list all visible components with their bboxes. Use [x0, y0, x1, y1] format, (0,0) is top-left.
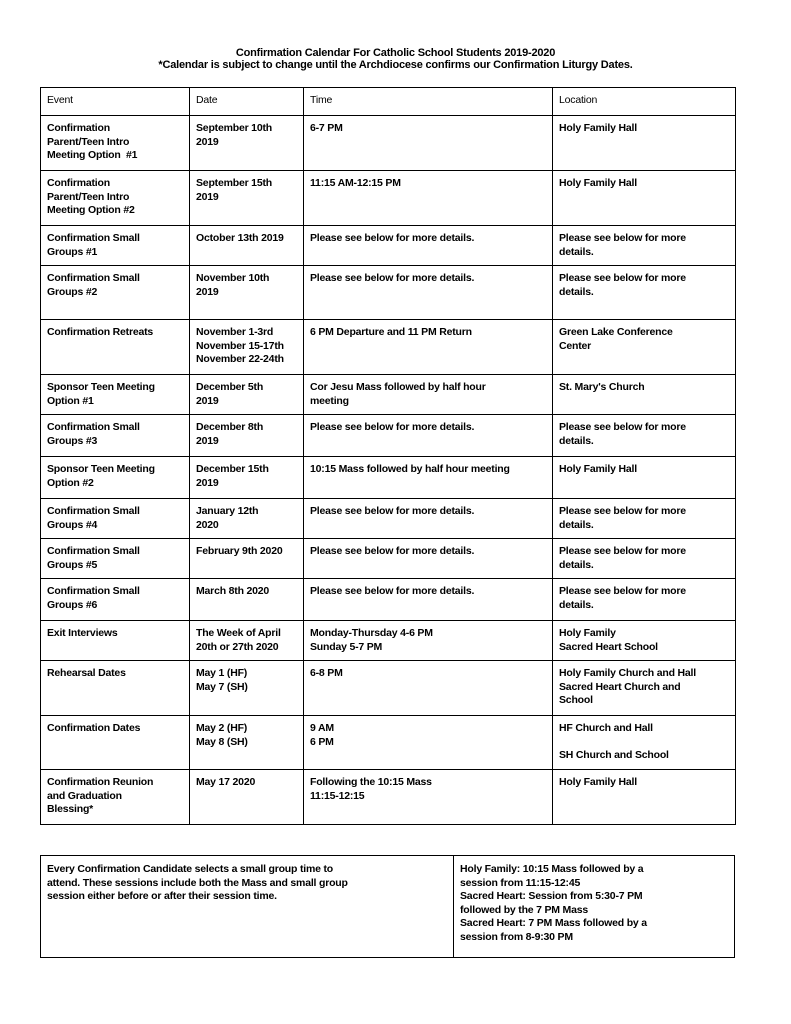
title-line-1: Confirmation Calendar For Catholic School Students 2019-2020: [235, 47, 556, 59]
cell-event: [41, 499, 190, 539]
cell-text: Groups #5: [47, 558, 98, 571]
cell-text: Holy Family Church and Hall: [559, 667, 696, 679]
cell-text: May 17 2020: [196, 776, 256, 788]
cell-text: Confirmation Small: [47, 505, 140, 517]
cell-date: [190, 770, 304, 825]
cell-text: 2019: [196, 476, 219, 489]
cell-text: Green Lake Conference: [559, 326, 673, 338]
cell-text: December 15th: [196, 463, 269, 475]
cell-text: Confirmation Reunion: [47, 776, 154, 788]
cell-text: 6 PM: [310, 735, 334, 748]
cell-text: details.: [559, 558, 594, 571]
table-header-row: [41, 88, 736, 116]
notes-line: Every Confirmation Candidate selects a small group time to: [47, 863, 333, 875]
page-title: [0, 47, 791, 71]
cell-text: Confirmation Small: [47, 585, 140, 597]
cell-text: Sunday 5-7 PM: [310, 640, 383, 653]
cell-location: [553, 539, 736, 579]
cell-text: Groups #3: [47, 434, 98, 447]
cell-event: [41, 415, 190, 457]
cell-text: 6-7 PM: [310, 122, 343, 134]
cell-text: Groups #6: [47, 598, 98, 611]
header-event: Event: [41, 88, 190, 116]
cell-text: Parent/Teen Intro: [47, 135, 130, 148]
cell-text: details.: [559, 245, 594, 258]
cell-text: and Graduation: [47, 789, 122, 802]
cell-text: Confirmation: [47, 122, 110, 134]
cell-date: [190, 716, 304, 770]
cell-text: Confirmation Dates: [47, 722, 141, 734]
table-row: [41, 621, 736, 661]
notes-left: [41, 856, 454, 957]
table-row: [41, 539, 736, 579]
cell-text: Sponsor Teen Meeting: [47, 463, 155, 475]
cell-time: [304, 226, 553, 266]
cell-location: [553, 661, 736, 716]
cell-event: [41, 320, 190, 375]
cell-text: December 5th: [196, 381, 264, 393]
cell-location: [553, 171, 736, 226]
header-time: Time: [304, 88, 553, 116]
cell-text: 2019: [196, 394, 219, 407]
cell-time: [304, 415, 553, 457]
cell-text: Please see below for more: [559, 272, 686, 284]
cell-date: [190, 621, 304, 661]
cell-text: May 2 (HF): [196, 722, 248, 734]
cell-text: Meeting Option #1: [47, 149, 138, 162]
cell-text: Please see below for more details.: [310, 421, 475, 433]
cell-text: meeting: [310, 394, 349, 407]
cell-text: Option #1: [47, 394, 94, 407]
table-row: [41, 171, 736, 226]
cell-text: May 1 (HF): [196, 667, 248, 679]
cell-text: 6 PM Departure and 11 PM Return: [310, 326, 472, 338]
cell-date: [190, 499, 304, 539]
cell-event: [41, 457, 190, 499]
cell-text: Please see below for more details.: [310, 585, 475, 597]
cell-text: November 22-24th: [196, 353, 284, 366]
notes-line: session from 11:15-12:45: [460, 876, 581, 889]
cell-time: [304, 375, 553, 415]
cell-text: Sacred Heart Church and: [559, 680, 681, 693]
cell-text: May 8 (SH): [196, 735, 248, 748]
cell-text: September 15th: [196, 177, 272, 189]
table-row: [41, 415, 736, 457]
cell-date: [190, 226, 304, 266]
cell-time: [304, 621, 553, 661]
table-row: [41, 320, 736, 375]
cell-location: [553, 320, 736, 375]
notes-line: Sacred Heart: 7 PM Mass followed by a: [460, 917, 647, 930]
cell-text: 2019: [196, 285, 219, 298]
notes-line: session either before or after their session time.: [47, 890, 277, 903]
cell-date: [190, 266, 304, 320]
cell-location: [553, 770, 736, 825]
cell-location: [553, 266, 736, 320]
cell-time: [304, 539, 553, 579]
cell-text: 2019: [196, 190, 219, 203]
cell-text: 9 AM: [310, 722, 334, 734]
cell-text: January 12th: [196, 505, 259, 517]
cell-text: May 7 (SH): [196, 680, 248, 693]
cell-event: [41, 171, 190, 226]
table-row: [41, 266, 736, 320]
notes-right: [454, 856, 734, 957]
cell-location: [553, 499, 736, 539]
cell-text: October 13th 2019: [196, 232, 284, 244]
cell-text: Confirmation Small: [47, 545, 140, 557]
cell-text: 11:15 AM-12:15 PM: [310, 177, 401, 189]
cell-date: [190, 457, 304, 499]
cell-text: Holy Family Hall: [559, 463, 637, 475]
cell-text: St. Mary's Church: [559, 381, 645, 393]
table-row: [41, 499, 736, 539]
cell-location: [553, 579, 736, 621]
cell-text: Meeting Option #2: [47, 204, 135, 217]
notes-line: Sacred Heart: Session from 5:30-7 PM: [460, 890, 643, 903]
header-date: Date: [190, 88, 304, 116]
cell-text: HF Church and Hall: [559, 722, 653, 734]
table-row: [41, 770, 736, 825]
cell-time: [304, 266, 553, 320]
cell-event: [41, 579, 190, 621]
cell-event: [41, 621, 190, 661]
cell-location: [553, 457, 736, 499]
cell-text: November 15-17th: [196, 339, 284, 352]
cell-event: [41, 375, 190, 415]
table-row: [41, 457, 736, 499]
cell-text: Please see below for more details.: [310, 505, 475, 517]
cell-date: [190, 579, 304, 621]
cell-text: February 9th 2020: [196, 545, 283, 557]
cell-text: Groups #2: [47, 285, 98, 298]
cell-text: Confirmation Small: [47, 272, 140, 284]
cell-event: [41, 539, 190, 579]
cell-location: [553, 415, 736, 457]
cell-event: [41, 661, 190, 716]
cell-location: [553, 375, 736, 415]
table-row: [41, 116, 736, 171]
cell-text: 2020: [196, 518, 219, 531]
cell-text: Please see below for more: [559, 232, 686, 244]
cell-text: Please see below for more: [559, 545, 686, 557]
cell-text: 6-8 PM: [310, 667, 343, 679]
table-row: [41, 375, 736, 415]
cell-text: details.: [559, 518, 594, 531]
cell-text: Groups #1: [47, 245, 98, 258]
cell-location: [553, 116, 736, 171]
cell-date: [190, 539, 304, 579]
confirmation-calendar-table: [40, 87, 736, 825]
cell-text: Groups #4: [47, 518, 98, 531]
cell-event: [41, 116, 190, 171]
cell-text: Center: [559, 339, 592, 352]
cell-time: [304, 661, 553, 716]
cell-text: [559, 736, 729, 749]
cell-text: School: [559, 694, 593, 707]
cell-text: Sponsor Teen Meeting: [47, 381, 155, 393]
cell-date: [190, 415, 304, 457]
cell-text: September 10th: [196, 122, 272, 134]
cell-time: [304, 171, 553, 226]
cell-time: [304, 770, 553, 825]
cell-date: [190, 116, 304, 171]
cell-text: Confirmation: [47, 177, 110, 189]
cell-text: Please see below for more details.: [310, 545, 475, 557]
cell-text: Monday-Thursday 4-6 PM: [310, 627, 433, 639]
cell-text: Please see below for more details.: [310, 272, 475, 284]
cell-text: 2019: [196, 434, 219, 447]
table-row: [41, 661, 736, 716]
cell-text: SH Church and School: [559, 748, 669, 761]
cell-text: Confirmation Retreats: [47, 326, 154, 338]
cell-event: [41, 266, 190, 320]
cell-text: November 10th: [196, 272, 270, 284]
cell-date: [190, 171, 304, 226]
cell-text: March 8th 2020: [196, 585, 270, 597]
cell-location: [553, 716, 736, 770]
cell-date: [190, 320, 304, 375]
cell-text: December 8th: [196, 421, 264, 433]
cell-text: Confirmation Small: [47, 232, 140, 244]
cell-text: details.: [559, 598, 594, 611]
notes-line: followed by the 7 PM Mass: [460, 903, 589, 916]
table-row: [41, 579, 736, 621]
cell-text: details.: [559, 285, 594, 298]
cell-text: 20th or 27th 2020: [196, 640, 279, 653]
cell-time: [304, 499, 553, 539]
cell-time: [304, 320, 553, 375]
cell-text: Sacred Heart School: [559, 640, 658, 653]
cell-text: Please see below for more: [559, 585, 686, 597]
cell-text: Holy Family Hall: [559, 177, 637, 189]
cell-text: Parent/Teen Intro: [47, 190, 130, 203]
table-body: [41, 116, 736, 825]
cell-time: [304, 579, 553, 621]
cell-date: [190, 375, 304, 415]
cell-text: Please see below for more: [559, 421, 686, 433]
cell-text: Holy Family Hall: [559, 776, 637, 788]
table-row: [41, 226, 736, 266]
notes-line: session from 8-9:30 PM: [460, 930, 573, 943]
cell-text: 2019: [196, 135, 219, 148]
title-line-2: *Calendar is subject to change until the Archdiocese confirms our Confirmation Liturgy Dates.: [158, 59, 633, 71]
cell-text: 11:15-12:15: [310, 789, 365, 802]
notes-line: attend. These sessions include both the Mass and small group: [47, 876, 348, 889]
cell-text: Following the 10:15 Mass: [310, 776, 432, 788]
cell-text: Please see below for more details.: [310, 232, 475, 244]
cell-text: 10:15 Mass followed by half hour meeting: [310, 463, 510, 475]
cell-event: [41, 226, 190, 266]
cell-event: [41, 716, 190, 770]
cell-text: The Week of April: [196, 627, 281, 639]
cell-text: Exit Interviews: [47, 627, 118, 639]
cell-time: [304, 716, 553, 770]
cell-date: [190, 661, 304, 716]
cell-event: [41, 770, 190, 825]
small-group-notes: [40, 855, 735, 958]
cell-location: [553, 621, 736, 661]
notes-line: Holy Family: 10:15 Mass followed by a: [460, 863, 644, 875]
cell-text: Option #2: [47, 476, 94, 489]
cell-time: [304, 457, 553, 499]
cell-location: [553, 226, 736, 266]
cell-time: [304, 116, 553, 171]
cell-text: November 1-3rd: [196, 326, 274, 338]
cell-text: Confirmation Small: [47, 421, 140, 433]
cell-text: Holy Family: [559, 627, 616, 639]
cell-text: details.: [559, 434, 594, 447]
header-location: Location: [553, 88, 736, 116]
cell-text: Please see below for more: [559, 505, 686, 517]
table-row: [41, 716, 736, 770]
cell-text: Rehearsal Dates: [47, 667, 126, 679]
cell-text: Holy Family Hall: [559, 122, 637, 134]
cell-text: Blessing*: [47, 803, 94, 816]
cell-text: Cor Jesu Mass followed by half hour: [310, 381, 486, 393]
